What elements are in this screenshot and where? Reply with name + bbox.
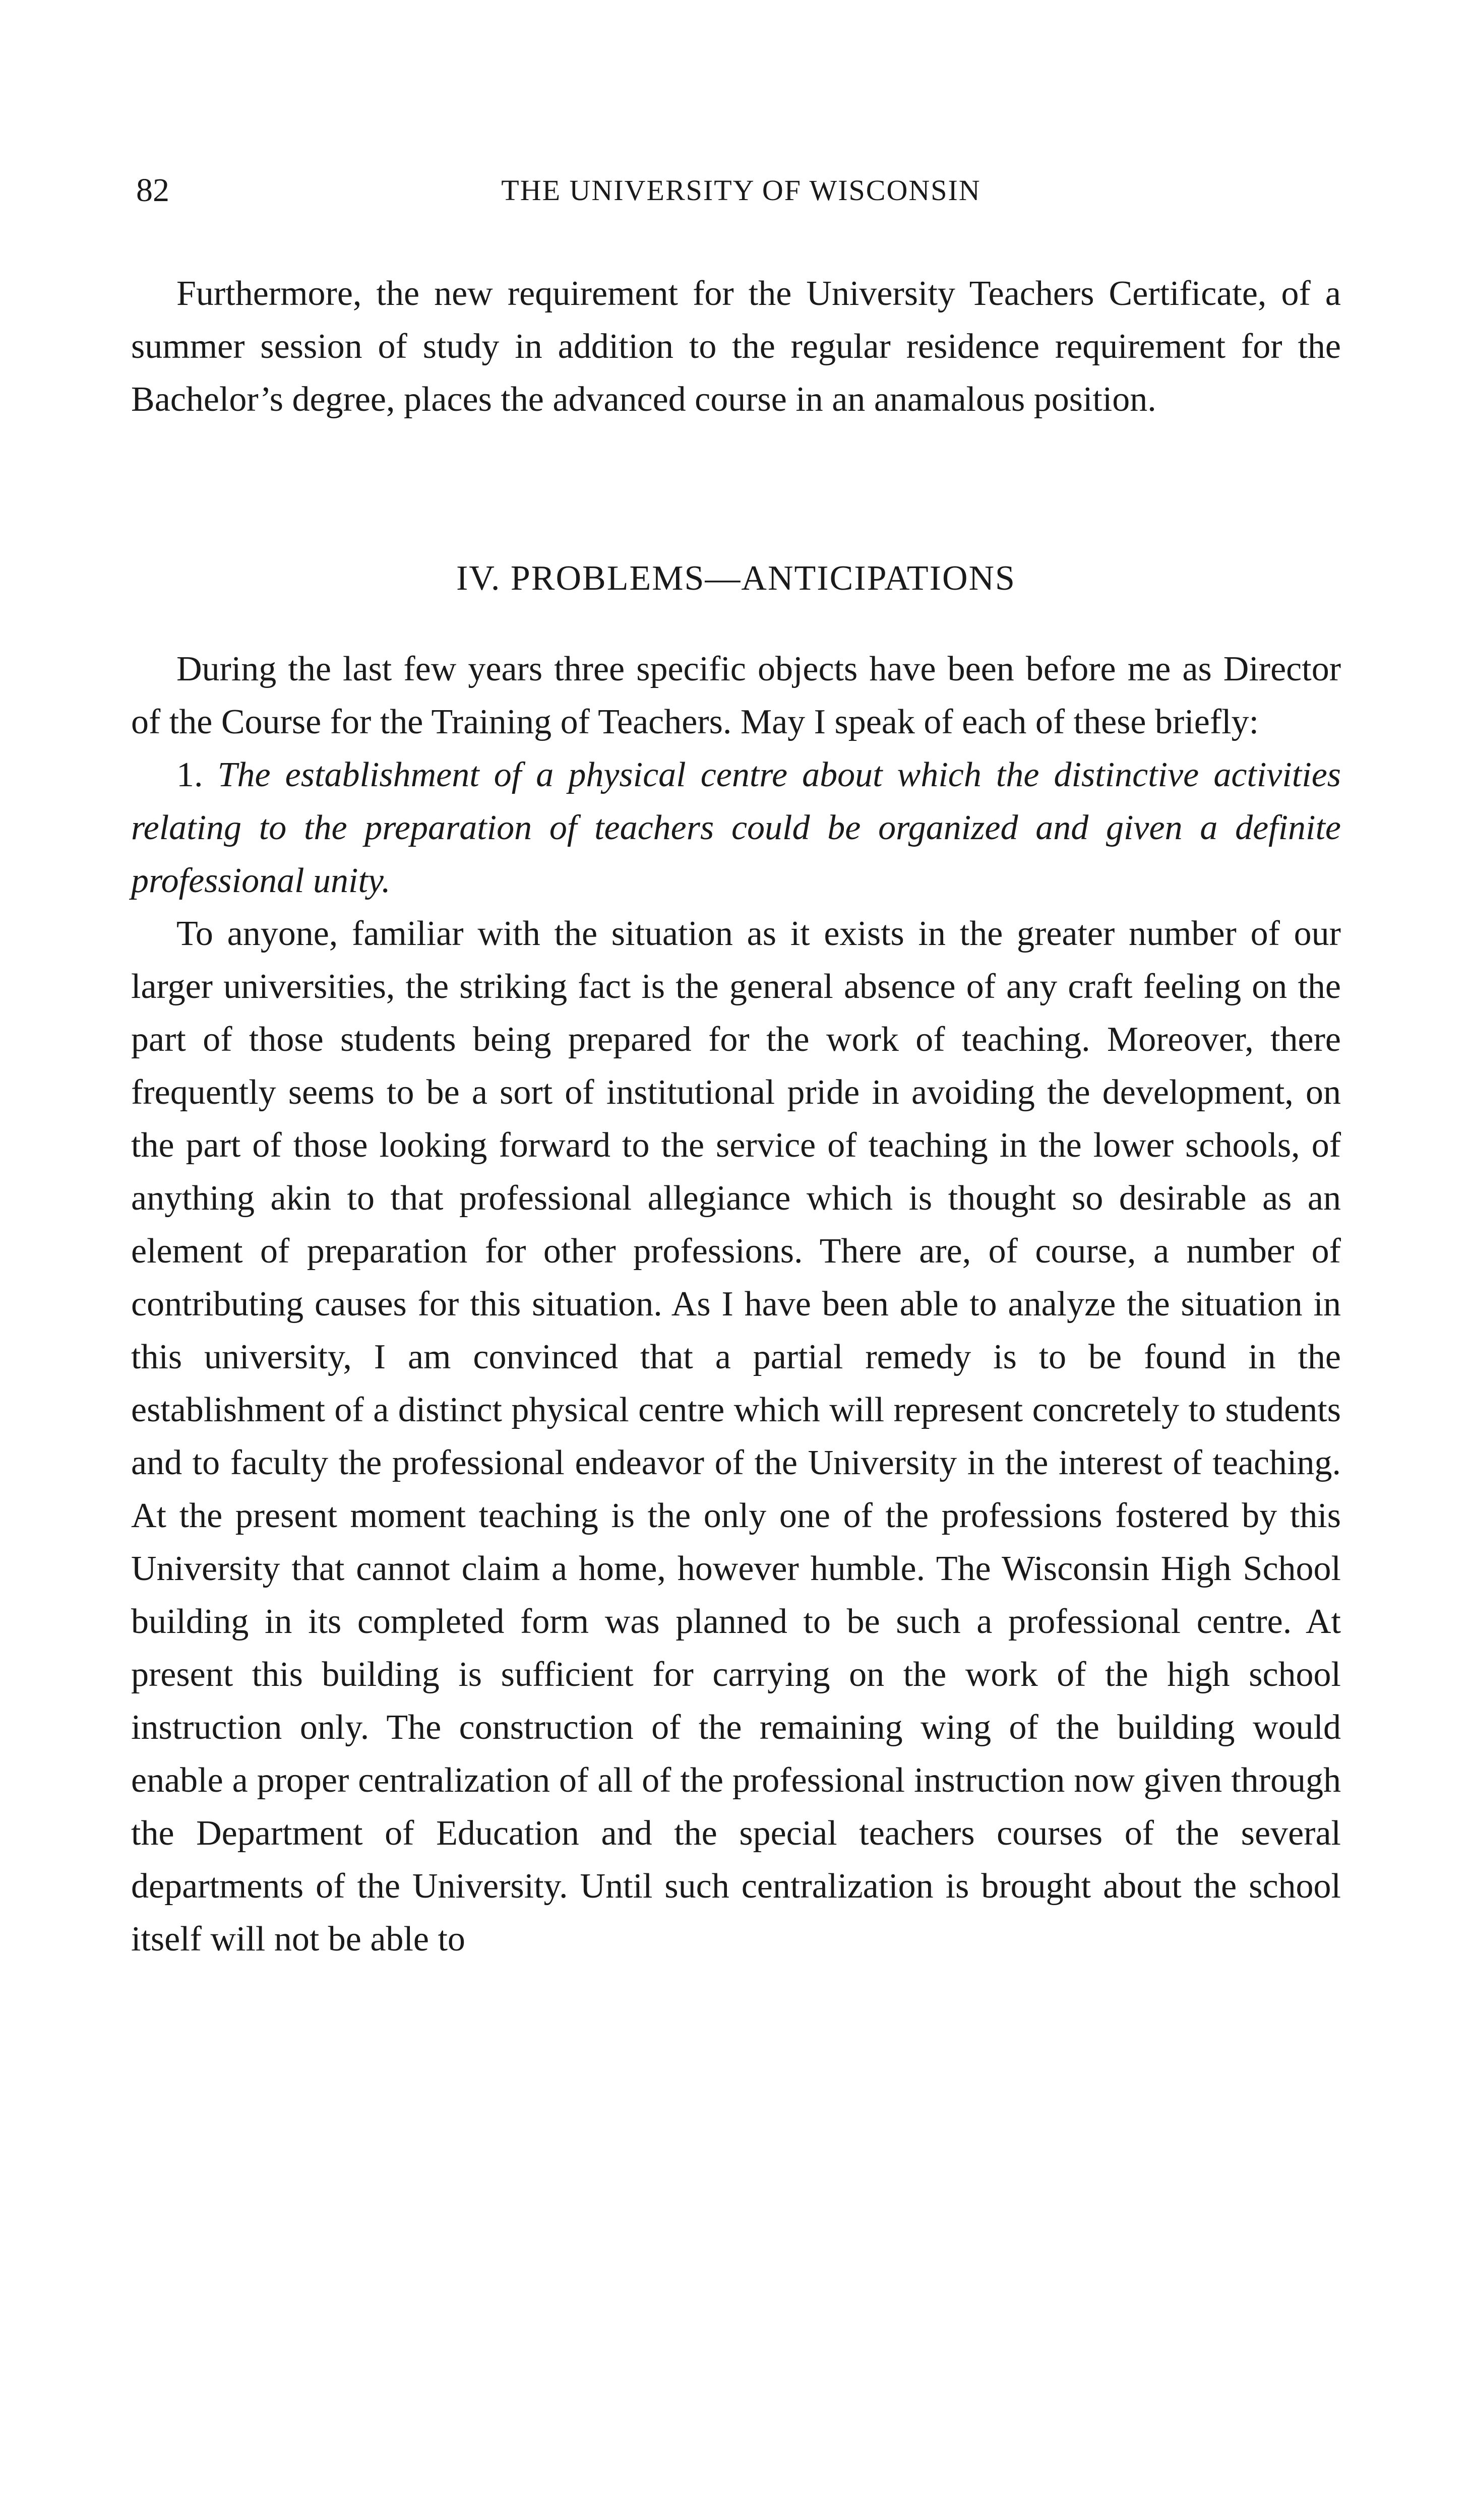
page-number: 82 [136, 172, 169, 209]
paragraph-three-objects: During the last few years three specific objects have been before me as Director of the Course for the Training of Teachers. May I speak of each of these briefly: [131, 650, 1341, 741]
book-page [131, 171, 1341, 1966]
item-number: 1. [176, 755, 203, 794]
item-text: The establishment of a physical centre about which the distinctive activities relating to the preparation of teachers could be organized and given a definite professional unity. [131, 755, 1341, 900]
running-header [131, 171, 1341, 217]
running-title: THE UNIVERSITY OF WISCONSIN [501, 174, 981, 207]
paragraph-teachers-certificate: Furthermore, the new requirement for the University Teachers Certificate, of a summer session of study in addition to the regular residence requirement for the Bachelor’s degree, places the advanced course in an anamalous position. [131, 274, 1341, 419]
numbered-item-1 [131, 748, 1341, 907]
section-heading: IV. PROBLEMS—ANTICIPATIONS [456, 559, 1016, 598]
paragraph-physical-centre: To anyone, familiar with the situation as it exists in the greater number of our larger universities, the striking fact is the general absence of any craft feeling on the part of those students being prepared for the work of teaching. Moreover, there frequently seems to be a sort of institutional pride in avoiding the development, on the part of those looking forward to the service of teaching in the lower schools, of anything akin to that professional allegiance which is thought so desirable as an element of preparation for other professions. There are, of course, a number of contributing causes for this situation. As I have been able to analyze the situation in this university, I am convinced that a partial remedy is to be found in the establishment of a distinct physical centre which will represent concretely to students and to faculty the professional endeavor of the University in the interest of teaching. At the present moment teaching is the only one of the professions fostered by this University that cannot claim a home, however humble. The Wisconsin High School building in its completed form was planned to be such a professional centre. At present this building is sufficient for carrying on the work of the high school instruction only. The construction of the remaining wing of the building would enable a proper centralization of all of the professional instruction now given through the Department of Education and the special teachers courses of the several departments of the University. Until such centralization is brought about the school itself will not be able to [131, 914, 1341, 1959]
